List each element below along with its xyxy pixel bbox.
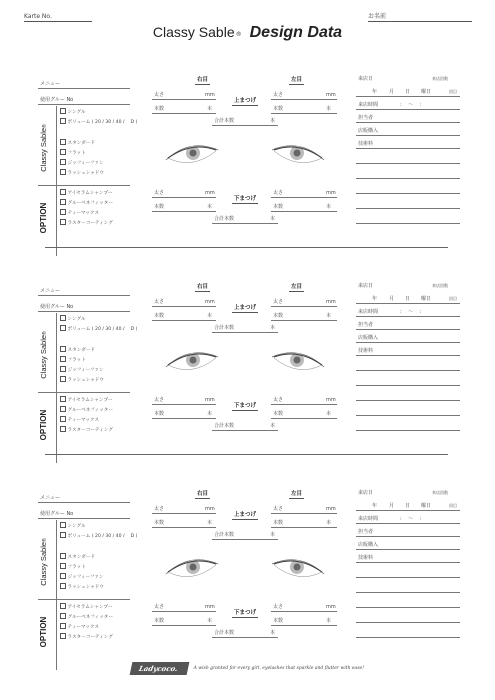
- right-upper-mm: mm: [205, 92, 215, 98]
- single-checkbox[interactable]: シングル: [60, 522, 86, 530]
- note-line[interactable]: [356, 163, 460, 164]
- weekday-label: 曜日: [421, 503, 432, 509]
- right-upper-count-label: 本数: [154, 106, 165, 112]
- option-label: OPTION: [39, 616, 48, 648]
- left-eye-icon: [268, 550, 328, 584]
- lower-total-hon: 本: [270, 423, 276, 429]
- left-lower-mm: mm: [326, 190, 336, 196]
- right-upper-thickness-field[interactable]: [152, 513, 216, 514]
- title-design-data: Design Data: [249, 24, 343, 41]
- left-upper-thickness-field[interactable]: [271, 306, 337, 307]
- left-lower-hon: 本: [326, 411, 332, 417]
- right-eye-icon: [162, 550, 222, 584]
- note-line[interactable]: [356, 607, 460, 608]
- left-lower-thickness-label: 太さ: [273, 190, 284, 196]
- volume-checkbox[interactable]: ボリューム ( 20 / 30 / 40 / D ): [60, 532, 137, 540]
- right-upper-count-field[interactable]: [152, 320, 216, 321]
- right-upper-count-label: 本数: [154, 520, 165, 526]
- visit-time-label: 来店時間: [358, 102, 379, 108]
- weekday-label: 曜日: [421, 296, 432, 302]
- left-upper-count-label: 本数: [273, 520, 284, 526]
- upper-lash-heading: 上まつげ: [234, 305, 257, 311]
- right-eye-icon: [162, 343, 222, 377]
- visit-time-separator: : 〜 :: [400, 102, 422, 108]
- right-upper-mm: mm: [205, 506, 215, 512]
- left-upper-thickness-label: 太さ: [273, 299, 284, 305]
- luster-coating-checkbox[interactable]: ラスターコーティング: [60, 219, 113, 227]
- right-upper-thickness-field[interactable]: [152, 99, 216, 100]
- style-option-divider: [38, 599, 130, 600]
- menu-label: メニュー: [40, 288, 61, 294]
- right-upper-hon: 本: [207, 520, 213, 526]
- left-upper-count-field[interactable]: [271, 527, 337, 528]
- page-title: [0, 24, 495, 42]
- flat-checkbox[interactable]: フラット: [60, 356, 86, 364]
- right-lower-hon: 本: [207, 618, 213, 624]
- visit-date-label: 来店日: [358, 490, 374, 496]
- glue-label: 使用グルー No: [40, 304, 74, 310]
- year-label: 年: [372, 503, 378, 509]
- note-line[interactable]: [356, 385, 460, 386]
- jiffy-fan-checkbox[interactable]: ジッフィーファン: [60, 159, 104, 167]
- technician-label: 技術料: [358, 348, 374, 354]
- left-lower-mm: mm: [326, 604, 336, 610]
- lower-total-label: 合計本数: [214, 630, 235, 636]
- glue-label: 使用グルー No: [40, 97, 74, 103]
- glue-line[interactable]: [38, 311, 130, 312]
- note-line[interactable]: [356, 415, 460, 416]
- menu-line[interactable]: [38, 88, 130, 89]
- left-lower-count-field[interactable]: [271, 418, 337, 419]
- right-eye-heading: 右目: [197, 491, 209, 497]
- glue-label: 使用グルー No: [40, 511, 74, 517]
- right-lower-thickness-field[interactable]: [152, 404, 216, 405]
- left-eye-heading: 左目: [291, 491, 303, 497]
- staff-label: 担当者: [358, 529, 374, 535]
- option-label: OPTION: [39, 409, 48, 441]
- store-purchase-label: 店販購入: [358, 542, 379, 548]
- tea-max-checkbox[interactable]: ティーマックス: [60, 623, 99, 631]
- style-option-divider: [38, 392, 130, 393]
- note-line[interactable]: [356, 208, 460, 209]
- left-column-rule: [56, 313, 57, 463]
- right-lower-thickness-field[interactable]: [152, 197, 216, 198]
- upper-total-label: 合計本数: [214, 325, 235, 331]
- day-label: 日: [405, 296, 411, 302]
- store-purchase-field[interactable]: [356, 342, 460, 343]
- visit-time-label: 来店時間: [358, 516, 379, 522]
- left-upper-hon: 本: [326, 106, 332, 112]
- left-lower-thickness-field[interactable]: [271, 404, 337, 405]
- left-column-rule: [56, 106, 57, 256]
- jiffy-fan-checkbox[interactable]: ジッフィーファン: [60, 573, 104, 581]
- right-lower-mm: mm: [205, 190, 215, 196]
- right-lower-hon: 本: [207, 204, 213, 210]
- weekday-label: 曜日: [421, 89, 432, 95]
- jiffy-fan-checkbox[interactable]: ジッフィーファン: [60, 366, 104, 374]
- right-lower-count-label: 本数: [154, 204, 165, 210]
- visit-time-separator: : 〜 :: [400, 516, 422, 522]
- day-label: 日: [405, 89, 411, 95]
- note-line[interactable]: [356, 577, 460, 578]
- menu-label: メニュー: [40, 495, 61, 501]
- design-record-section: [0, 486, 495, 666]
- note-line[interactable]: [356, 178, 460, 179]
- flat-checkbox[interactable]: フラット: [60, 149, 86, 157]
- lower-total-label: 合計本数: [214, 216, 235, 222]
- eye-serum-shampoo-checkbox[interactable]: アイセラムシャンプー: [60, 189, 113, 197]
- left-upper-hon: 本: [326, 313, 332, 319]
- menu-label: メニュー: [40, 81, 61, 87]
- glue-benefitter-checkbox[interactable]: グルーベネフィッター: [60, 199, 113, 207]
- upper-total-label: 合計本数: [214, 118, 235, 124]
- left-upper-mm: mm: [326, 506, 336, 512]
- glue-line[interactable]: [38, 104, 130, 105]
- footer: [0, 662, 495, 675]
- note-line[interactable]: [356, 430, 460, 431]
- right-upper-thickness-field[interactable]: [152, 306, 216, 307]
- standard-checkbox[interactable]: スタンダード: [60, 346, 95, 354]
- staff-label: 担当者: [358, 322, 374, 328]
- left-upper-thickness-field[interactable]: [271, 99, 337, 100]
- left-eye-heading: 左目: [291, 284, 303, 290]
- staff-field[interactable]: [356, 536, 460, 537]
- left-upper-mm: mm: [326, 92, 336, 98]
- staff-field[interactable]: [356, 329, 460, 330]
- eye-serum-shampoo-checkbox[interactable]: アイセラムシャンプー: [60, 396, 113, 404]
- standard-checkbox[interactable]: スタンダード: [60, 139, 95, 147]
- section-divider: [45, 247, 448, 248]
- month-label: 月: [389, 296, 395, 302]
- right-lower-count-label: 本数: [154, 618, 165, 624]
- left-lower-count-label: 本数: [273, 411, 284, 417]
- round-label: 回目: [449, 89, 457, 94]
- ladycoco-logo: Ladycoco.: [130, 662, 189, 675]
- note-line[interactable]: [356, 223, 460, 224]
- staff-label: 担当者: [358, 115, 374, 121]
- right-lower-mm: mm: [205, 604, 215, 610]
- left-upper-count-field[interactable]: [271, 113, 337, 114]
- upper-total-hon: 本: [270, 325, 276, 331]
- right-lower-count-field[interactable]: [152, 418, 216, 419]
- glue-line[interactable]: [38, 518, 130, 519]
- customer-name-label: お名前: [368, 13, 387, 20]
- visit-count-label: 来店回数: [432, 490, 448, 495]
- single-checkbox[interactable]: シングル: [60, 108, 86, 116]
- visit-date-field[interactable]: [356, 510, 460, 511]
- left-upper-mm: mm: [326, 299, 336, 305]
- left-lower-count-field[interactable]: [271, 625, 337, 626]
- classy-sable-label: Classy Sable®: [39, 124, 48, 172]
- title-registered-mark: ®: [235, 31, 242, 38]
- lash-shadow-checkbox[interactable]: ラッシュシャドウ: [60, 376, 104, 384]
- left-lower-thickness-field[interactable]: [271, 611, 337, 612]
- note-line[interactable]: [356, 592, 460, 593]
- year-label: 年: [372, 296, 378, 302]
- store-purchase-field[interactable]: [356, 135, 460, 136]
- glue-benefitter-checkbox[interactable]: グルーベネフィッター: [60, 613, 113, 621]
- day-label: 日: [405, 503, 411, 509]
- left-eye-icon: [268, 136, 328, 170]
- note-line[interactable]: [356, 622, 460, 623]
- left-eye-icon: [268, 343, 328, 377]
- round-label: 回目: [449, 296, 457, 301]
- visit-count-label: 来店回数: [432, 76, 448, 81]
- right-upper-count-field[interactable]: [152, 113, 216, 114]
- visit-time-field[interactable]: [356, 109, 460, 110]
- title-brand: Classy Sable: [152, 24, 235, 40]
- visit-date-field[interactable]: [356, 303, 460, 304]
- month-label: 月: [389, 89, 395, 95]
- visit-date-label: 来店日: [358, 76, 374, 82]
- glue-benefitter-checkbox[interactable]: グルーベネフィッター: [60, 406, 113, 414]
- upper-total-label: 合計本数: [214, 532, 235, 538]
- visit-date-field[interactable]: [356, 96, 460, 97]
- left-upper-thickness-label: 太さ: [273, 506, 284, 512]
- option-label: OPTION: [39, 202, 48, 234]
- right-lower-thickness-label: 太さ: [154, 604, 165, 610]
- store-purchase-label: 店販購入: [358, 128, 379, 134]
- left-upper-hon: 本: [326, 520, 332, 526]
- classy-sable-label: Classy Sable®: [39, 538, 48, 586]
- right-lower-thickness-label: 太さ: [154, 190, 165, 196]
- left-upper-thickness-field[interactable]: [271, 513, 337, 514]
- left-upper-count-field[interactable]: [271, 320, 337, 321]
- standard-checkbox[interactable]: スタンダード: [60, 553, 95, 561]
- right-eye-heading: 右目: [197, 284, 209, 290]
- note-line[interactable]: [356, 637, 460, 638]
- left-column-rule: [56, 520, 57, 670]
- luster-coating-checkbox[interactable]: ラスターコーティング: [60, 633, 113, 641]
- right-upper-count-label: 本数: [154, 313, 165, 319]
- eye-serum-shampoo-checkbox[interactable]: アイセラムシャンプー: [60, 603, 113, 611]
- tea-max-checkbox[interactable]: ティーマックス: [60, 209, 99, 217]
- upper-total-hon: 本: [270, 118, 276, 124]
- footer-tagline: A wish granted for every girl, eyelashes that sparkle and flutter with ease!: [193, 666, 365, 671]
- volume-checkbox[interactable]: ボリューム ( 20 / 30 / 40 / D ): [60, 325, 137, 333]
- luster-coating-checkbox[interactable]: ラスターコーティング: [60, 426, 113, 434]
- lower-total-hon: 本: [270, 216, 276, 222]
- lower-total-field[interactable]: [212, 637, 278, 638]
- right-upper-hon: 本: [207, 106, 213, 112]
- right-lower-count-label: 本数: [154, 411, 165, 417]
- volume-checkbox[interactable]: ボリューム ( 20 / 30 / 40 / D ): [60, 118, 137, 126]
- upper-total-field[interactable]: [212, 332, 278, 333]
- left-lower-count-field[interactable]: [271, 211, 337, 212]
- upper-total-hon: 本: [270, 532, 276, 538]
- technician-field[interactable]: [356, 355, 460, 356]
- classy-sable-label: Classy Sable®: [39, 331, 48, 379]
- customer-name-field[interactable]: [368, 12, 472, 22]
- lower-lash-heading: 下まつげ: [234, 610, 257, 616]
- left-upper-thickness-label: 太さ: [273, 92, 284, 98]
- right-upper-count-field[interactable]: [152, 527, 216, 528]
- lower-lash-heading: 下まつげ: [234, 196, 257, 202]
- left-lower-count-label: 本数: [273, 204, 284, 210]
- right-lower-hon: 本: [207, 411, 213, 417]
- note-line[interactable]: [356, 400, 460, 401]
- left-eye-heading: 左目: [291, 77, 303, 83]
- right-lower-count-field[interactable]: [152, 211, 216, 212]
- visit-time-label: 来店時間: [358, 309, 379, 315]
- upper-lash-heading: 上まつげ: [234, 512, 257, 518]
- menu-line[interactable]: [38, 295, 130, 296]
- visit-time-field[interactable]: [356, 316, 460, 317]
- left-lower-hon: 本: [326, 618, 332, 624]
- style-option-divider: [38, 185, 130, 186]
- karte-no-field[interactable]: [24, 12, 92, 22]
- technician-label: 技術料: [358, 141, 374, 147]
- lower-total-field[interactable]: [212, 430, 278, 431]
- store-purchase-label: 店販購入: [358, 335, 379, 341]
- right-eye-heading: 右目: [197, 77, 209, 83]
- visit-date-label: 来店日: [358, 283, 374, 289]
- design-record-section: [0, 279, 495, 459]
- technician-label: 技術料: [358, 555, 374, 561]
- menu-line[interactable]: [38, 502, 130, 503]
- right-eye-icon: [162, 136, 222, 170]
- karte-no-label: Karte No.: [24, 13, 52, 20]
- visit-time-separator: : 〜 :: [400, 309, 422, 315]
- right-upper-thickness-label: 太さ: [154, 299, 165, 305]
- right-lower-thickness-field[interactable]: [152, 611, 216, 612]
- year-label: 年: [372, 89, 378, 95]
- right-upper-hon: 本: [207, 313, 213, 319]
- store-purchase-field[interactable]: [356, 549, 460, 550]
- left-lower-hon: 本: [326, 204, 332, 210]
- left-lower-thickness-field[interactable]: [271, 197, 337, 198]
- staff-field[interactable]: [356, 122, 460, 123]
- flat-checkbox[interactable]: フラット: [60, 563, 86, 571]
- lash-shadow-checkbox[interactable]: ラッシュシャドウ: [60, 169, 104, 177]
- left-lower-thickness-label: 太さ: [273, 397, 284, 403]
- left-upper-count-label: 本数: [273, 313, 284, 319]
- left-upper-count-label: 本数: [273, 106, 284, 112]
- right-lower-mm: mm: [205, 397, 215, 403]
- left-lower-thickness-label: 太さ: [273, 604, 284, 610]
- upper-total-field[interactable]: [212, 539, 278, 540]
- single-checkbox[interactable]: シングル: [60, 315, 86, 323]
- upper-total-field[interactable]: [212, 125, 278, 126]
- right-lower-count-field[interactable]: [152, 625, 216, 626]
- tea-max-checkbox[interactable]: ティーマックス: [60, 416, 99, 424]
- lower-lash-heading: 下まつげ: [234, 403, 257, 409]
- visit-time-field[interactable]: [356, 523, 460, 524]
- note-line[interactable]: [356, 370, 460, 371]
- design-record-section: [0, 72, 495, 252]
- right-upper-thickness-label: 太さ: [154, 506, 165, 512]
- lower-total-label: 合計本数: [214, 423, 235, 429]
- left-lower-mm: mm: [326, 397, 336, 403]
- lower-total-hon: 本: [270, 630, 276, 636]
- visit-count-label: 来店回数: [432, 283, 448, 288]
- lower-total-field[interactable]: [212, 223, 278, 224]
- technician-field[interactable]: [356, 562, 460, 563]
- right-upper-mm: mm: [205, 299, 215, 305]
- lash-shadow-checkbox[interactable]: ラッシュシャドウ: [60, 583, 104, 591]
- note-line[interactable]: [356, 193, 460, 194]
- round-label: 回目: [449, 503, 457, 508]
- upper-lash-heading: 上まつげ: [234, 98, 257, 104]
- technician-field[interactable]: [356, 148, 460, 149]
- right-upper-thickness-label: 太さ: [154, 92, 165, 98]
- month-label: 月: [389, 503, 395, 509]
- section-divider: [45, 454, 448, 455]
- left-lower-count-label: 本数: [273, 618, 284, 624]
- right-lower-thickness-label: 太さ: [154, 397, 165, 403]
